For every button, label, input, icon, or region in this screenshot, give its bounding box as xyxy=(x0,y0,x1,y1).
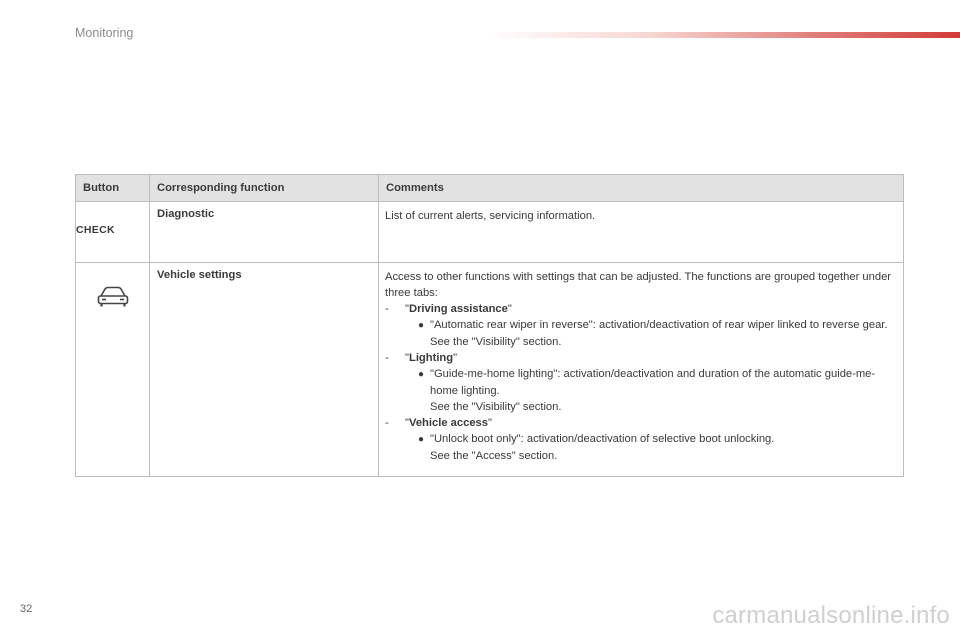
car-icon xyxy=(95,285,131,309)
function-name: Diagnostic xyxy=(150,202,379,263)
intro-text: Access to other functions with settings that can be adjusted. The functions are grouped together under three tabs: xyxy=(385,271,892,299)
bullet-icon: ● xyxy=(418,434,425,445)
header-button: Button xyxy=(76,175,150,202)
button-cell xyxy=(76,202,150,263)
comment-cell xyxy=(379,263,904,477)
tab-item-text: "Guide-me-home lighting": activation/deactivation and duration of the automatic guide-me-home lighting. xyxy=(430,368,876,397)
dash-marker: - xyxy=(385,352,389,364)
quote-open: " xyxy=(405,417,409,429)
tab-item xyxy=(385,317,896,334)
quote-open: " xyxy=(405,352,409,364)
tab-name: Driving assistance xyxy=(408,303,508,315)
watermark: carmanualsonline.info xyxy=(712,602,950,629)
see-reference: See the "Visibility" section. xyxy=(430,336,562,348)
header-comments: Comments xyxy=(379,175,904,202)
page-number: 32 xyxy=(20,603,33,615)
tab-item-text: "Automatic rear wiper in reverse": activation/deactivation of rear wiper linked to reverse gear. xyxy=(430,319,888,331)
functions-table xyxy=(75,174,904,477)
section-title: Monitoring xyxy=(75,26,134,40)
tab-name: Lighting xyxy=(408,352,454,364)
tab-line xyxy=(385,350,896,366)
tab-line xyxy=(385,415,896,431)
quote-close: " xyxy=(488,417,492,429)
table-row xyxy=(76,263,904,477)
bullet-icon: ● xyxy=(418,320,425,331)
quote-open: " xyxy=(405,303,409,315)
tab-line xyxy=(385,301,896,317)
function-name: Vehicle settings xyxy=(150,263,379,477)
see-reference: See the "Visibility" section. xyxy=(430,401,562,413)
comment-cell: List of current alerts, servicing information. xyxy=(379,202,904,263)
tab-item-text: "Unlock boot only": activation/deactivation of selective boot unlocking. xyxy=(430,433,775,445)
tab-name: Vehicle access xyxy=(408,417,488,429)
check-button-label: CHECK xyxy=(76,224,115,236)
header-function: Corresponding function xyxy=(150,175,379,202)
button-cell xyxy=(76,263,150,477)
tab-item xyxy=(385,431,896,448)
quote-close: " xyxy=(507,303,512,315)
table-row xyxy=(76,202,904,263)
dash-marker: - xyxy=(385,417,389,429)
header-accent-bar xyxy=(485,32,960,38)
quote-close: " xyxy=(453,352,458,364)
dash-marker: - xyxy=(385,303,389,315)
bullet-icon: ● xyxy=(418,369,425,380)
see-reference: See the "Access" section. xyxy=(430,450,558,462)
table-header-row xyxy=(76,175,904,202)
tab-item xyxy=(385,366,896,399)
